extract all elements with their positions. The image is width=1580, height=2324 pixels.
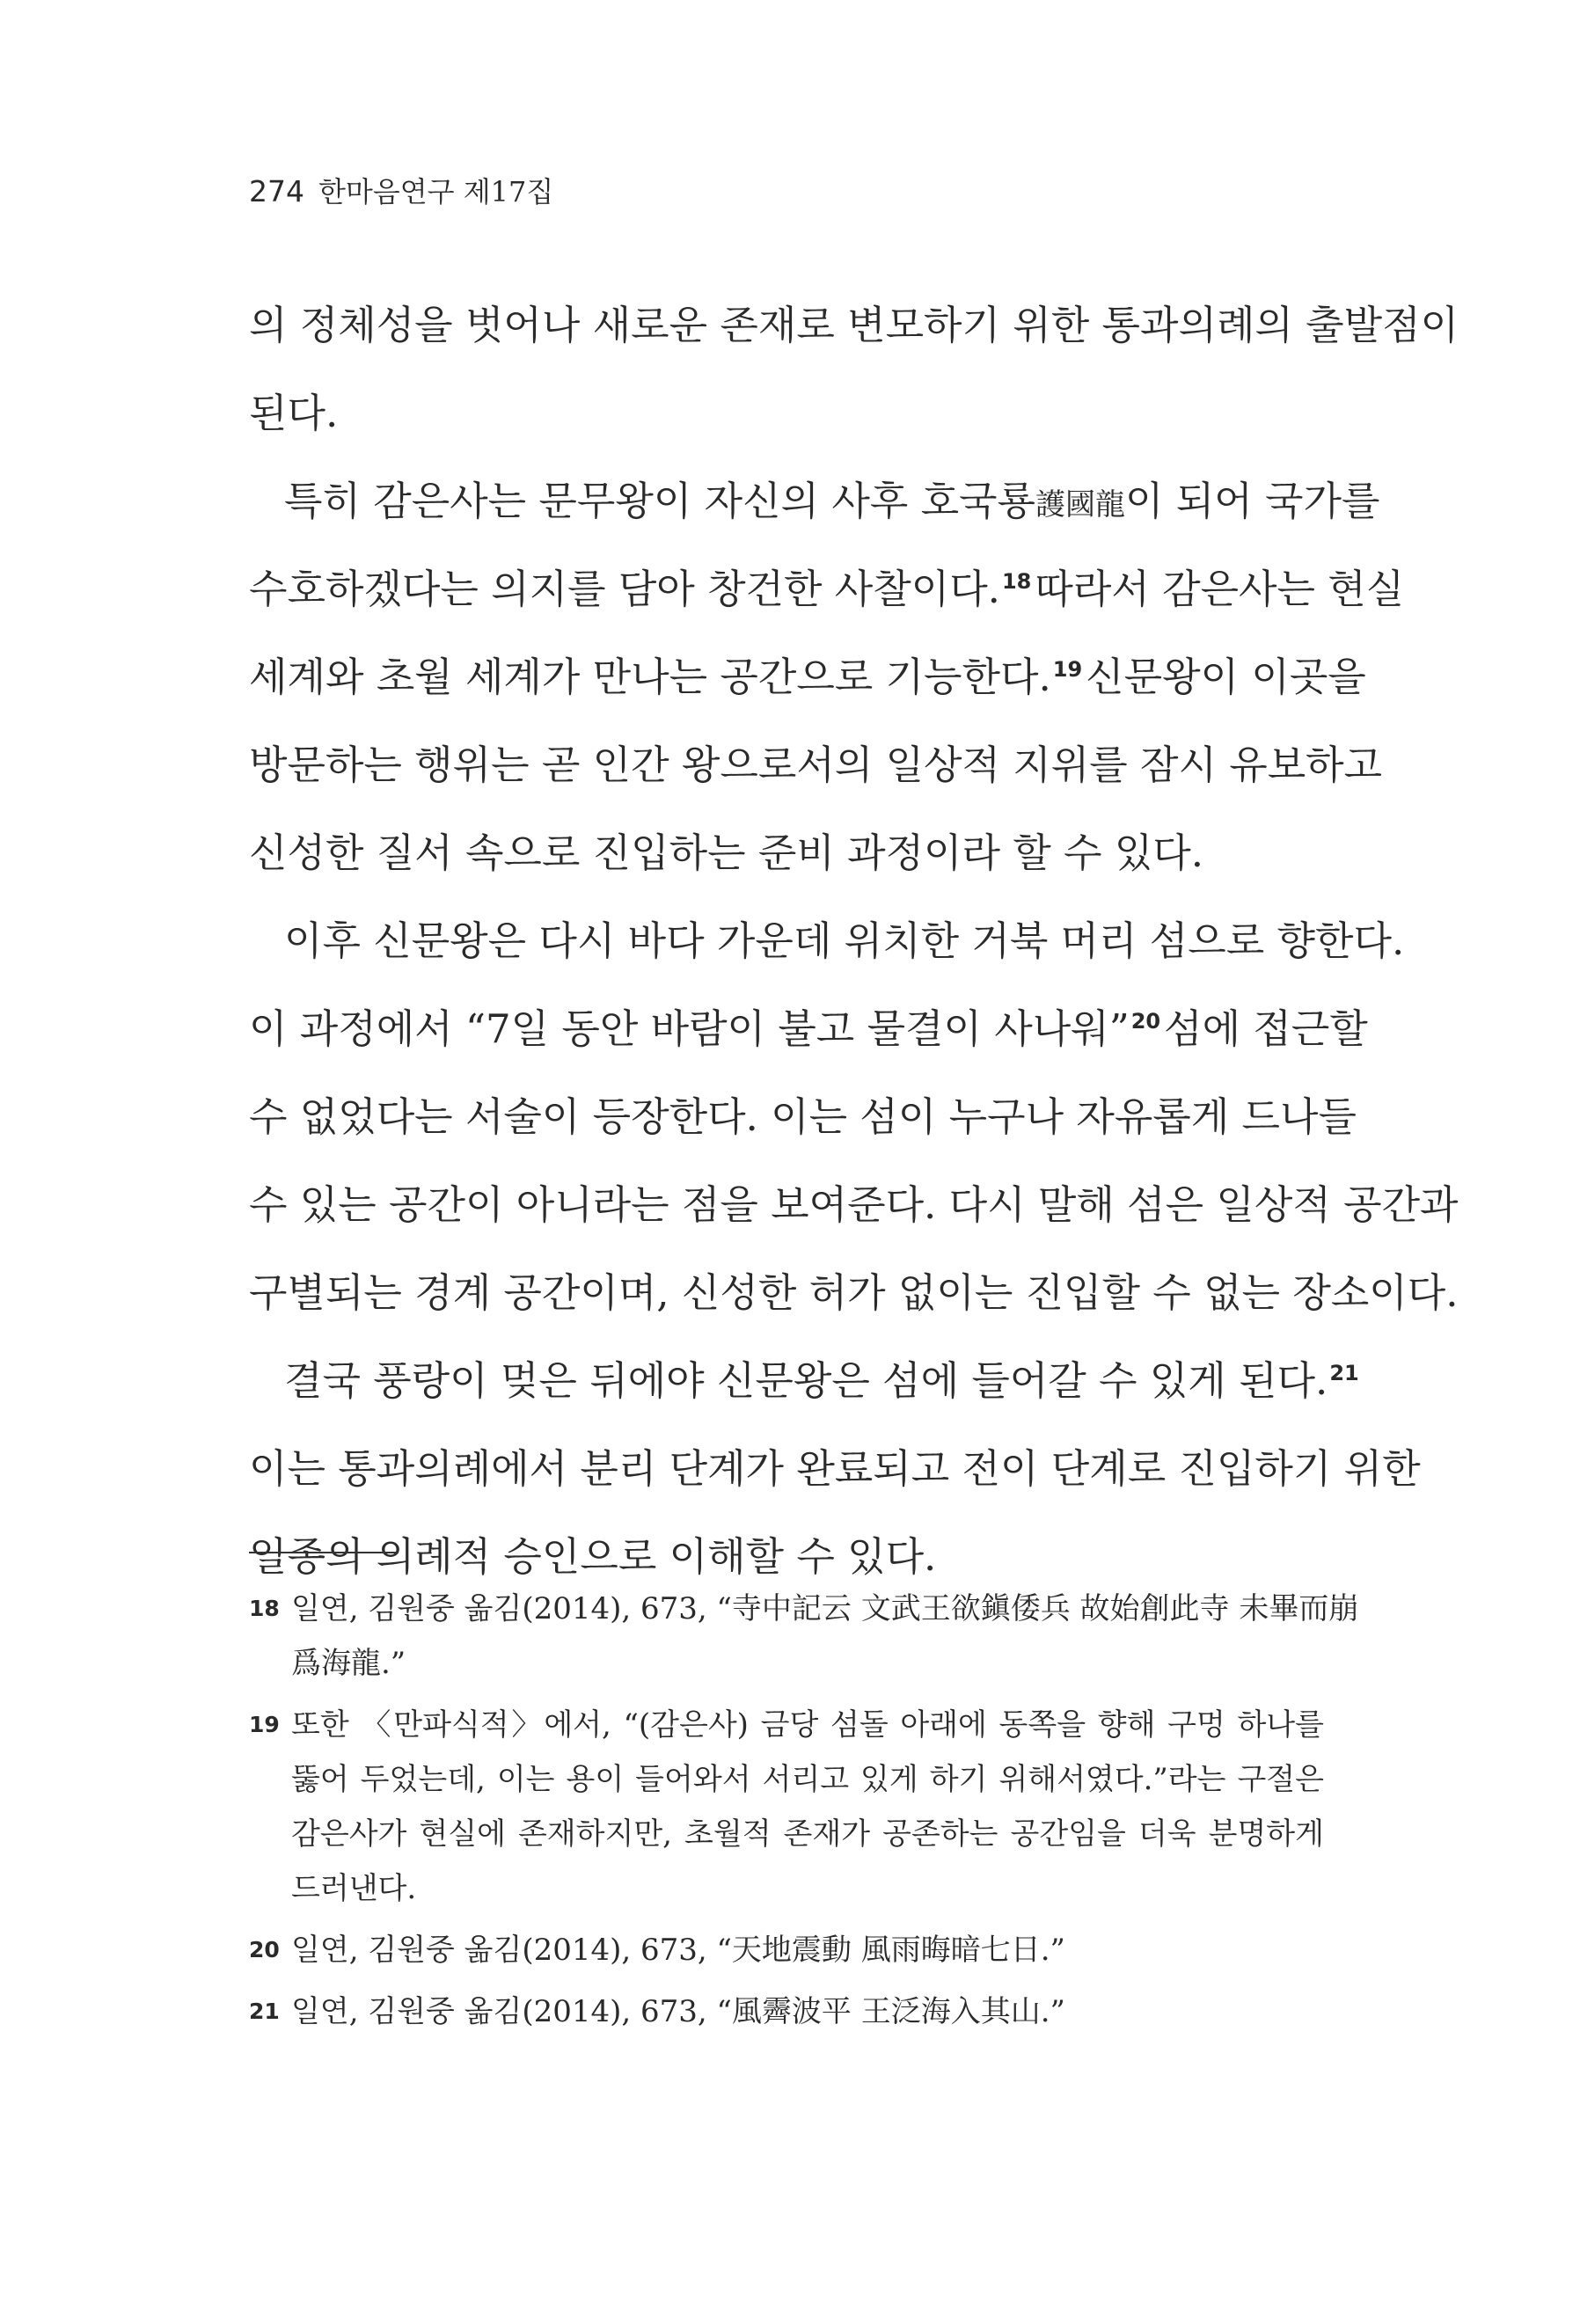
footnote-18 <box>249 1582 1359 1691</box>
journal-title: 한마음연구 제17집 <box>318 175 554 208</box>
footnote-number: 18 <box>249 1596 280 1621</box>
text-segment: 수호하겠다는 의지를 담아 창건한 사찰이다. <box>249 566 1000 612</box>
footnote-19 <box>249 1698 1324 1916</box>
text-segment: 결국 풍랑이 멎은 뒤에야 신문왕은 섬에 들어갈 수 있게 된다. <box>284 1357 1328 1404</box>
footnote-line: 또한 〈만파식적〉에서, “(감은사) 금당 섬돌 아래에 동쪽을 향해 구멍 하나를 <box>291 1707 1324 1743</box>
footnote-20 <box>249 1923 1324 1977</box>
footnote-ref-19[interactable]: 19 <box>1052 657 1083 682</box>
footnote-number: 19 <box>249 1712 280 1737</box>
footnote-line: 뚫어 두었는데, 이는 용이 들어와서 서리고 있게 하기 위해서였다.”라는 구절은 <box>291 1762 1324 1797</box>
text-line: 구별되는 경계 공간이며, 신성한 허가 없이는 진입할 수 없는 장소이다. <box>249 1269 1459 1316</box>
footnote-line: 일연, 김원중 옮김(2014), 673, “風霽波平 王泛海入其山.” <box>291 1994 1065 2029</box>
text-line: 된다. <box>249 390 339 436</box>
text-line <box>249 545 1405 633</box>
text-line <box>249 985 1368 1073</box>
running-header <box>249 174 553 209</box>
text-line <box>249 1337 1359 1425</box>
text-line: 이후 신문왕은 다시 바다 가운데 위치한 거북 머리 섬으로 향한다. <box>284 917 1405 964</box>
footnote-21 <box>249 1984 1324 2039</box>
footnote-ref-21[interactable]: 21 <box>1329 1361 1359 1385</box>
footnote-line: 일연, 김원중 옮김(2014), 673, “天地震動 風雨晦暗七日.” <box>291 1933 1065 1968</box>
page-number: 274 <box>249 174 304 208</box>
text-segment: 따라서 감은사는 현실 <box>1035 566 1405 612</box>
text-segment: 이 되어 국가를 <box>1124 478 1380 524</box>
text-line <box>249 457 1380 545</box>
main-text <box>249 281 1459 1601</box>
text-segment: 신문왕이 이곳을 <box>1086 654 1366 700</box>
text-segment: 섬에 접근할 <box>1164 1005 1368 1052</box>
text-line: 일종의 의례적 승인으로 이해할 수 있다. <box>249 1533 937 1580</box>
text-line: 수 있는 공간이 아니라는 점을 보여준다. 다시 말해 섬은 일상적 공간과 <box>249 1181 1459 1228</box>
footnote-ref-20[interactable]: 20 <box>1130 1009 1161 1034</box>
text-line: 이는 통과의례에서 분리 단계가 완료되고 전이 단계로 진입하기 위한 <box>249 1445 1421 1492</box>
footnote-line: 일연, 김원중 옮김(2014), 673, “寺中記云 文武王欲鎭倭兵 故始創此寺 未畢而崩 <box>291 1591 1359 1626</box>
text-line: 방문하는 행위는 곧 인간 왕으로서의 일상적 지위를 잠시 유보하고 <box>249 742 1383 788</box>
footnote-divider <box>249 1552 399 1553</box>
text-line <box>249 633 1366 721</box>
footnote-line: 드러낸다. <box>291 1871 417 1906</box>
footnote-ref-18[interactable]: 18 <box>1001 569 1032 594</box>
footnote-line: 爲海龍.” <box>291 1646 406 1681</box>
text-segment: 특히 감은사는 문무왕이 자신의 사후 호국룡 <box>284 478 1035 524</box>
text-line: 수 없었다는 서술이 등장한다. 이는 섬이 누구나 자유롭게 드나들 <box>249 1093 1357 1140</box>
text-segment: 이 과정에서 “7일 동안 바람이 불고 물결이 사나워” <box>249 1005 1130 1052</box>
footnote-line: 감은사가 현실에 존재하지만, 초월적 존재가 공존하는 공간임을 더욱 분명하게 <box>291 1816 1324 1852</box>
footnotes <box>249 1582 1359 2046</box>
text-line: 의 정체성을 벗어나 새로운 존재로 변모하기 위한 통과의례의 출발점이 <box>249 302 1459 348</box>
text-line: 신성한 질서 속으로 진입하는 준비 과정이라 할 수 있다. <box>249 829 1204 876</box>
text-segment: 세계와 초월 세계가 만나는 공간으로 기능한다. <box>249 654 1051 700</box>
hanja-term: 護國龍 <box>1035 487 1125 523</box>
footnote-number: 21 <box>249 1999 280 2024</box>
footnote-number: 20 <box>249 1937 280 1962</box>
